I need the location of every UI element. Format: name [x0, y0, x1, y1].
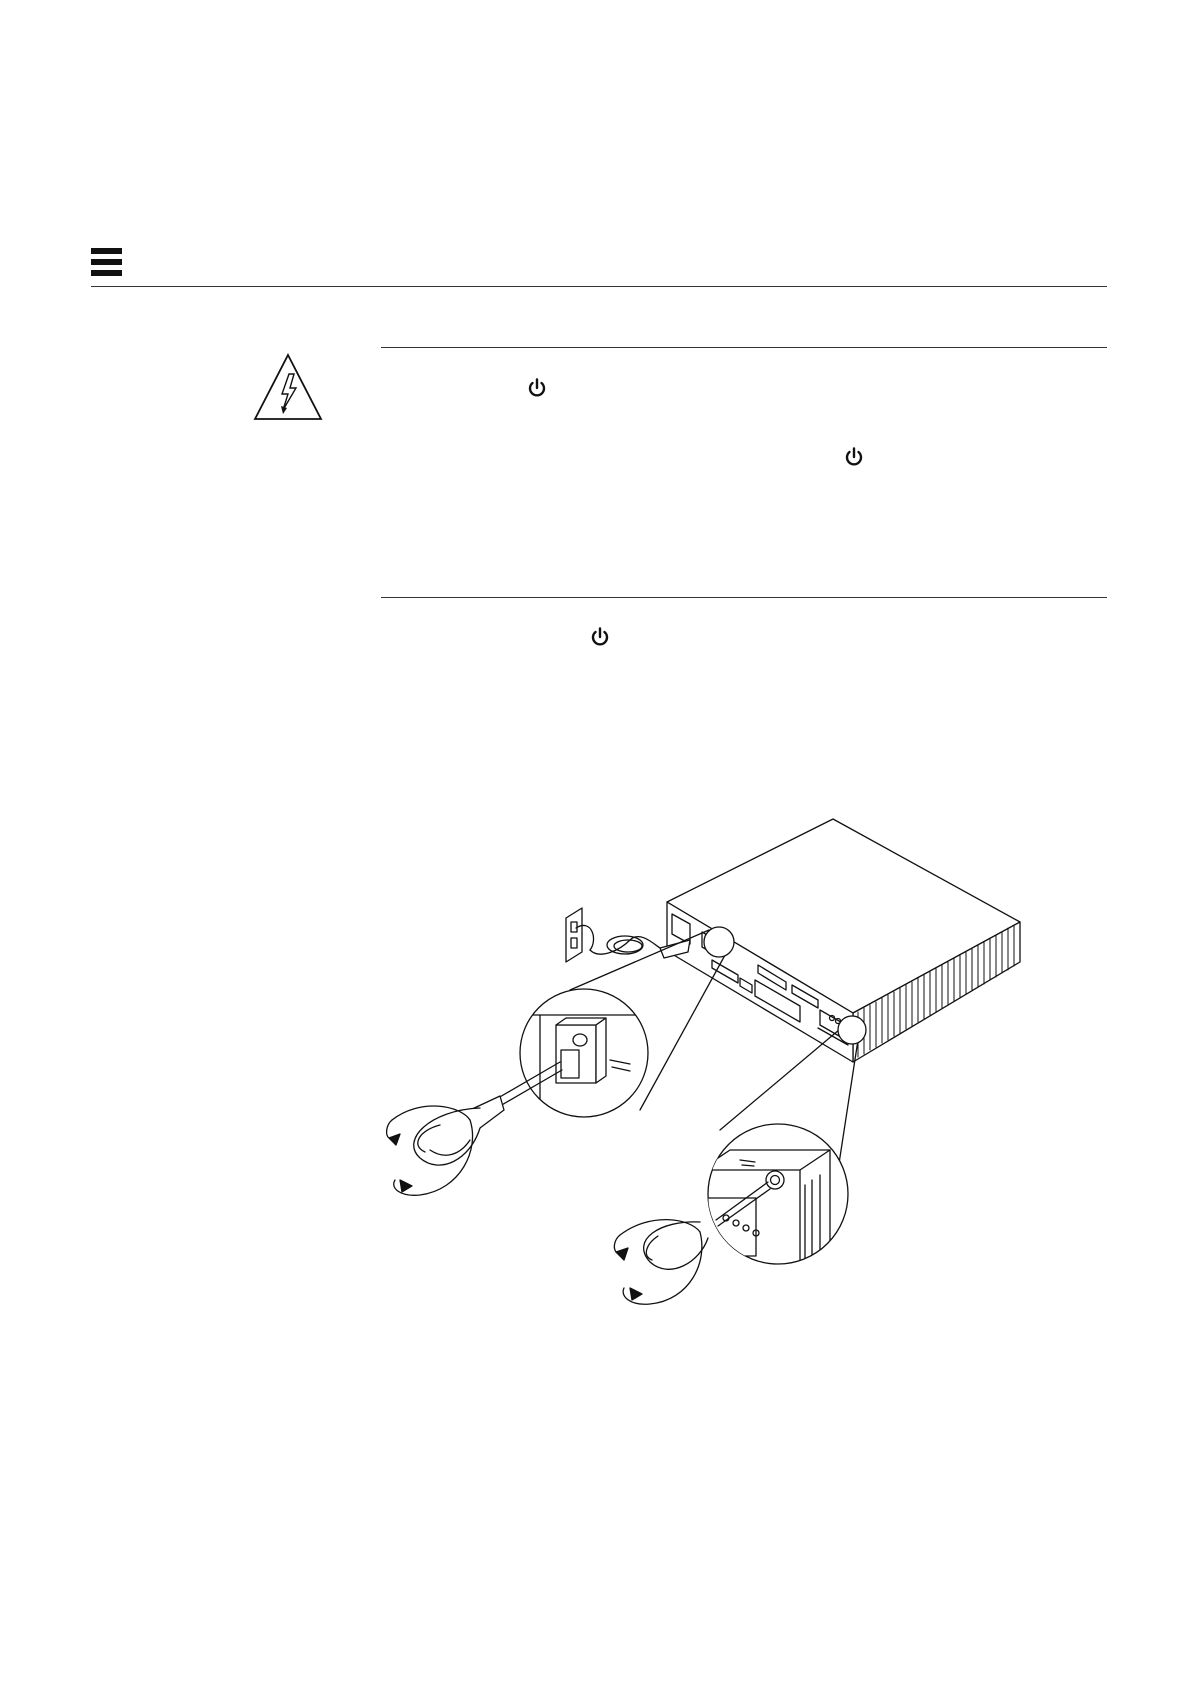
power-standby-icon	[843, 446, 865, 468]
power-standby-icon	[526, 377, 548, 399]
warning-bottom-rule	[381, 597, 1107, 598]
three-bar-chapter-icon	[91, 248, 122, 277]
warning-top-rule	[381, 347, 1107, 348]
power-standby-icon	[589, 626, 611, 648]
header-rule	[91, 286, 1107, 287]
electrical-hazard-triangle-icon	[252, 352, 324, 422]
